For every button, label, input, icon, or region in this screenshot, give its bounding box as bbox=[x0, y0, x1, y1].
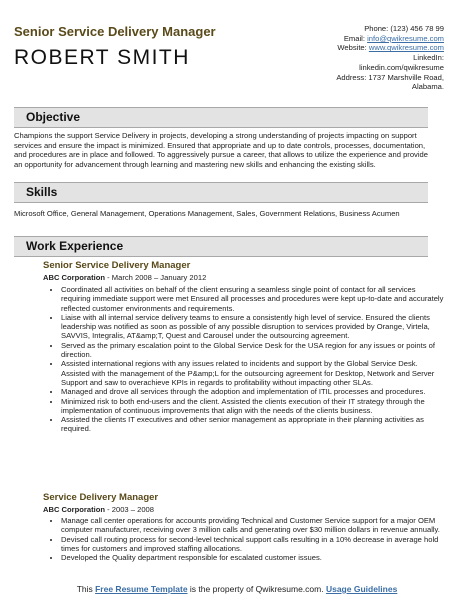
list-item: • Manage call center operations for accounts providing Technical and Customer Service support for a major OEM computer manufacturer, receiving over 3 million calls and generating over $30 million dollars in revenue annually. bbox=[61, 516, 446, 535]
address-line-2: Alabama. bbox=[411, 82, 444, 92]
footer-middle: is the property of Qwikresume.com. bbox=[187, 584, 326, 594]
email-label: Email: bbox=[343, 33, 368, 43]
list-item: • Minimized risk to both end-users and the client. Assisted the clients execution of their IT strategy through the implementation of continuous improvements that align with the needs of the clients business. bbox=[61, 397, 446, 416]
job-title: Senior Service Delivery Manager bbox=[14, 24, 216, 39]
email-link[interactable]: info@qwikresume.com bbox=[367, 33, 444, 43]
skills-heading: Skills bbox=[26, 185, 58, 199]
list-item: • Assisted international regions with any issues related to incidents and support by the Global Service Desk. Assisted with the management of the P&amp;L for the outsourcing agreement for Desktop, Network and Server Support and saw to overachieve KPIs in regards to profitability without impacting other SLAs. bbox=[61, 359, 446, 387]
email-line bbox=[244, 34, 444, 44]
address: Address: 1737 Marshville Road, bbox=[336, 72, 444, 82]
skills-text: Microsoft Office, General Management, Operations Management, Sales, Government Relations, Business Acumen bbox=[14, 209, 400, 218]
job-2-bullets bbox=[43, 516, 446, 562]
job-2-company-line bbox=[43, 505, 154, 514]
candidate-name: ROBERT SMITH bbox=[14, 46, 190, 69]
job-2-dates: - 2003 – 2008 bbox=[105, 505, 154, 514]
linkedin: linkedin.com/qwikresume bbox=[359, 62, 444, 72]
work-experience-heading: Work Experience bbox=[26, 239, 124, 253]
job-1-bullets bbox=[43, 285, 446, 434]
usage-guidelines-link[interactable]: Usage Guidelines bbox=[325, 584, 398, 594]
list-item: • Managed and drove all services through the adoption and implementation of ITIL processes and procedures. bbox=[61, 387, 446, 396]
resume-header bbox=[14, 24, 462, 98]
job-1-company-line bbox=[43, 273, 206, 282]
list-item: • Developed the Quality department responsible for escalated customer issues. bbox=[61, 553, 446, 562]
skills-section-bar bbox=[14, 182, 428, 203]
free-resume-template-link[interactable]: Free Resume Template bbox=[95, 584, 188, 594]
job-1-dates: - March 2008 – January 2012 bbox=[105, 273, 207, 282]
list-item: • Liaise with all internal service delivery teams to ensure a consistently high level of service. Ensured the clients leadership was notified as soon as possible of any possible disruption to services provided by Orange, Virtela, SAVVIS, Integralis, AT&amp;T, Quest and Carousel under the outsourcing agreement. bbox=[61, 313, 446, 341]
work-experience-section-bar bbox=[14, 236, 428, 257]
job-2-title: Service Delivery Manager bbox=[43, 492, 159, 503]
objective-heading: Objective bbox=[26, 110, 81, 124]
list-item: • Assisted the clients IT executives and other senior management as appropriate in their planning activities as required. bbox=[61, 415, 446, 434]
list-item: • Devised call routing process for second-level technical support calls resulting in a 10% decrease in average hold times for customers and improved staffing allocations. bbox=[61, 535, 446, 554]
website-line bbox=[244, 43, 444, 53]
job-1-title: Senior Service Delivery Manager bbox=[43, 260, 191, 271]
footer-prefix: This bbox=[76, 584, 96, 594]
website-link[interactable]: www.qwikresume.com bbox=[368, 43, 444, 53]
list-item: • Served as the primary escalation point to the Global Service Desk for the USA region for any issues or points of direction. bbox=[61, 341, 446, 360]
objective-section-bar bbox=[14, 107, 428, 128]
website-label: Website: bbox=[337, 43, 369, 53]
footer bbox=[0, 584, 474, 595]
objective-text: Champions the support Service Delivery in projects, developing a strong understanding of projects impacting on support services and ensure the impact is minimized. Ensured that appropriate and up to date controls, processes, documentation, and procedures are in place and followed. To aggressively pursue a career, that allows to utilize the experience and provide an opportunity for advancement through learning and mastering new skills and enhancing the existing skills. bbox=[14, 131, 428, 169]
linkedin-label: LinkedIn: bbox=[413, 53, 444, 63]
phone: Phone: (123) 456 78 99 bbox=[364, 24, 444, 33]
list-item: • Coordinated all activities on behalf of the client ensuring a seamless single point of contact for all services requiring immediate support were met Ensured all processes and procedures were kept up-to-date and accurately reflected customer environments and requirements. bbox=[61, 285, 446, 313]
job-2-company: ABC Corporation bbox=[43, 505, 106, 514]
job-1-company: ABC Corporation bbox=[43, 273, 106, 282]
contact-info bbox=[244, 24, 444, 92]
